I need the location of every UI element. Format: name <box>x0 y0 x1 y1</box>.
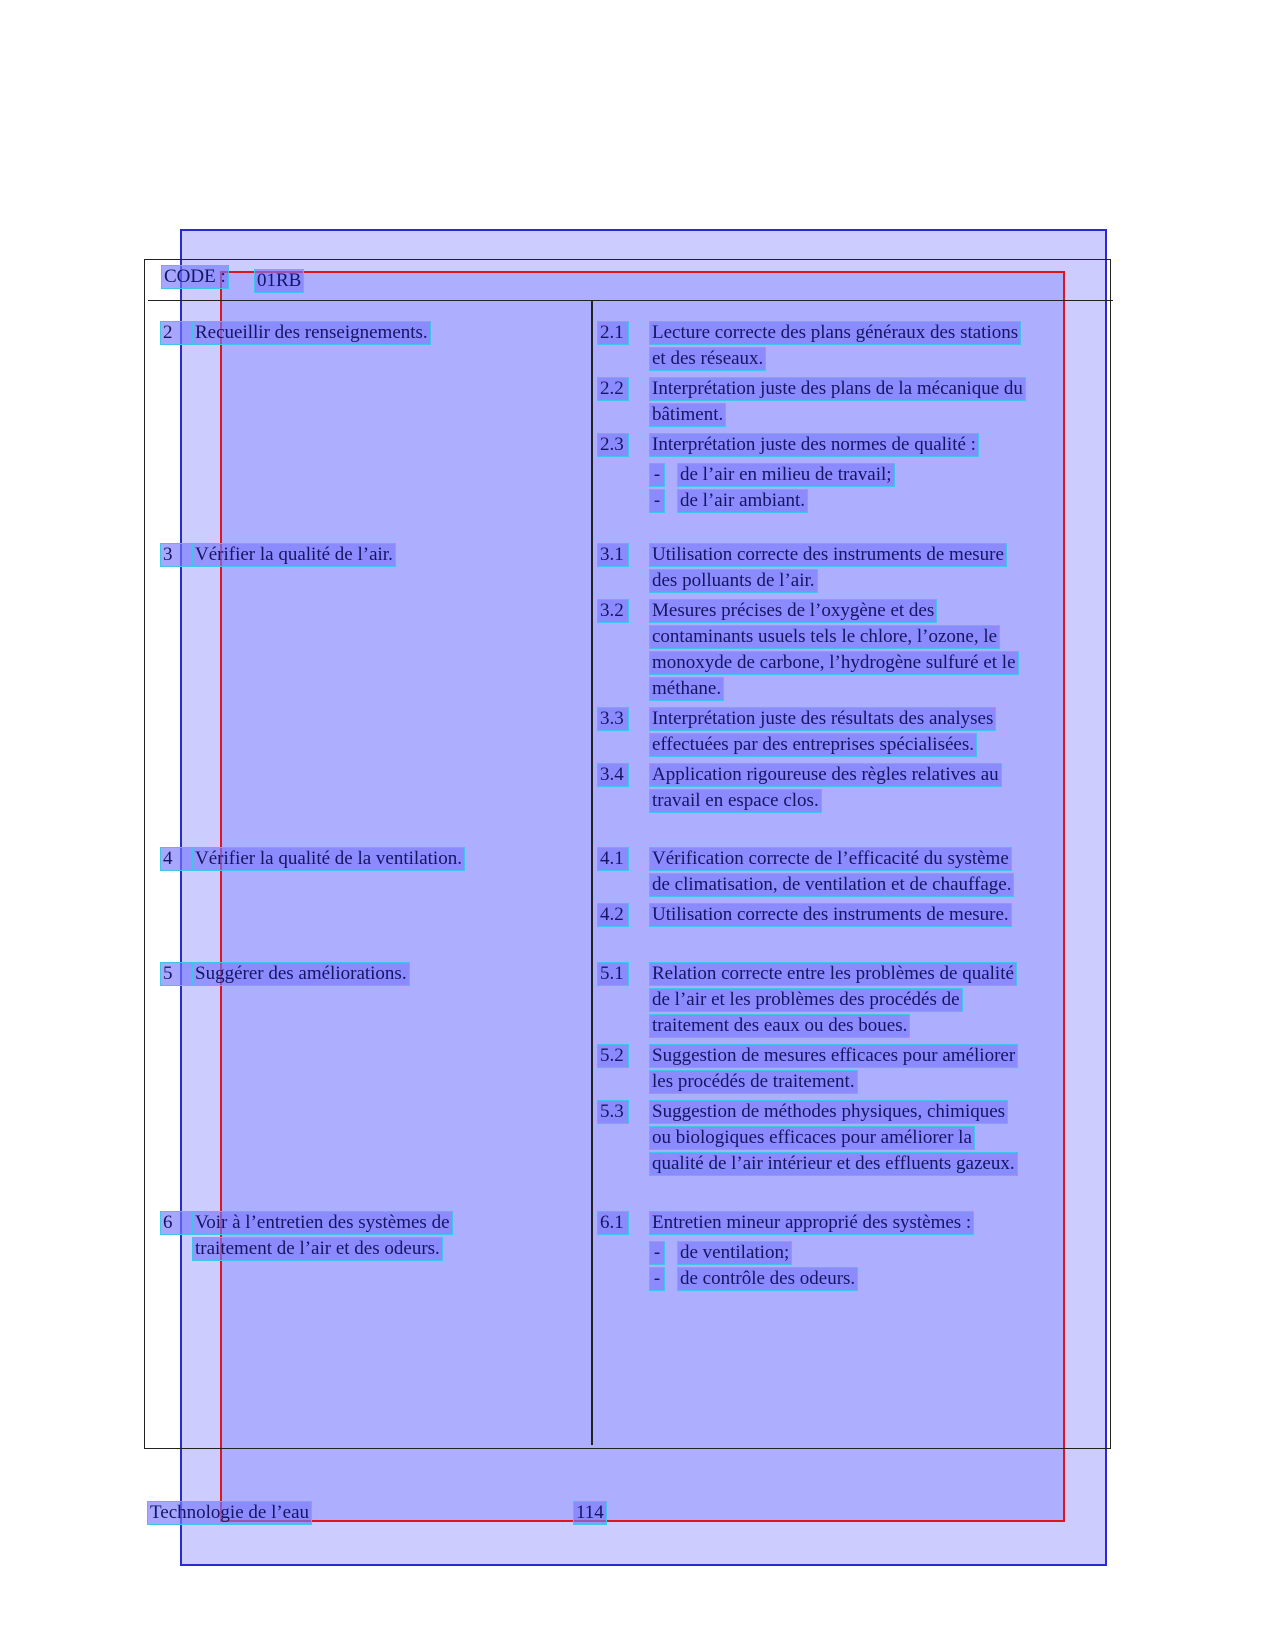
competency-title: Vérifier la qualité de la ventilation. <box>195 848 462 869</box>
competency-title: Recueillir des renseignements. <box>195 322 428 343</box>
criterion-text: Interprétation juste des plans de la mécanique du <box>652 378 1023 399</box>
criterion-text: qualité de l’air intérieur et des effluents gazeux. <box>652 1153 1015 1174</box>
criterion-number: 2.2 <box>598 378 628 400</box>
criterion-text: bâtiment. <box>652 404 724 425</box>
criterion-number: 4.2 <box>598 904 628 926</box>
criterion-text: Utilisation correcte des instruments de mesure. <box>652 904 1009 925</box>
bullet-dash: - <box>650 490 664 512</box>
criterion-text: monoxyde de carbone, l’hydrogène sulfuré et le <box>652 652 1016 673</box>
criterion-text: et des réseaux. <box>652 348 764 369</box>
header-divider <box>148 300 1113 301</box>
criterion-number: 3.1 <box>598 544 628 566</box>
bullet-text: de l’air en milieu de travail; <box>680 464 892 485</box>
bullet-dash: - <box>650 1268 664 1290</box>
bullet-text: de contrôle des odeurs. <box>680 1268 856 1289</box>
criterion-text: effectuées par des entreprises spécialisées. <box>652 734 974 755</box>
competency-title: traitement de l’air et des odeurs. <box>195 1238 440 1259</box>
competency-title: Suggérer des améliorations. <box>195 963 407 984</box>
criterion-text: contaminants usuels tels le chlore, l’ozone, le <box>652 626 998 647</box>
criterion-text: les procédés de traitement. <box>652 1071 855 1092</box>
criterion-number: 5.3 <box>598 1101 628 1123</box>
criterion-number: 5.2 <box>598 1045 628 1067</box>
code-value: 01RB <box>257 270 302 291</box>
criterion-number: 3.2 <box>598 600 628 622</box>
criterion-text: Lecture correcte des plans généraux des stations <box>652 322 1019 343</box>
bullet-text: de ventilation; <box>680 1242 790 1263</box>
criterion-number: 6.1 <box>598 1212 628 1234</box>
competency-number: 6 <box>161 1212 191 1234</box>
criterion-text: Entretien mineur approprié des systèmes : <box>652 1212 972 1233</box>
bullet-text: de l’air ambiant. <box>680 490 806 511</box>
competency-title: Voir à l’entretien des systèmes de <box>195 1212 450 1233</box>
criterion-text: Relation correcte entre les problèmes de qualité <box>652 963 1014 984</box>
criterion-text: Application rigoureuse des règles relatives au <box>652 764 999 785</box>
footer-title: Technologie de l’eau <box>150 1502 310 1523</box>
criterion-text: Interprétation juste des résultats des analyses <box>652 708 994 729</box>
competency-number: 5 <box>161 963 191 985</box>
criterion-text: de l’air et les problèmes des procédés de <box>652 989 960 1010</box>
competency-number: 3 <box>161 544 191 566</box>
criterion-number: 3.4 <box>598 764 628 786</box>
criterion-text: Suggestion de mesures efficaces pour améliorer <box>652 1045 1016 1066</box>
criterion-text: Mesures précises de l’oxygène et des <box>652 600 935 621</box>
criterion-number: 2.3 <box>598 434 628 456</box>
criterion-text: ou biologiques efficaces pour améliorer la <box>652 1127 972 1148</box>
criterion-text: Vérification correcte de l’efficacité du système <box>652 848 1009 869</box>
column-divider <box>591 301 593 1445</box>
criterion-text: des polluants de l’air. <box>652 570 815 591</box>
bullet-dash: - <box>650 464 664 486</box>
competency-number: 4 <box>161 848 191 870</box>
code-label: CODE : <box>164 266 226 287</box>
criterion-text: travail en espace clos. <box>652 790 819 811</box>
criterion-text: de climatisation, de ventilation et de chauffage. <box>652 874 1012 895</box>
criterion-number: 4.1 <box>598 848 628 870</box>
criterion-number: 2.1 <box>598 322 628 344</box>
criterion-number: 5.1 <box>598 963 628 985</box>
criterion-text: Interprétation juste des normes de qualité : <box>652 434 976 455</box>
bullet-dash: - <box>650 1242 664 1264</box>
criterion-text: méthane. <box>652 678 722 699</box>
criterion-number: 3.3 <box>598 708 628 730</box>
criterion-text: traitement des eaux ou des boues. <box>652 1015 908 1036</box>
criterion-text: Suggestion de méthodes physiques, chimiques <box>652 1101 1006 1122</box>
page-number: 114 <box>576 1502 604 1523</box>
competency-number: 2 <box>161 322 191 344</box>
competency-title: Vérifier la qualité de l’air. <box>195 544 393 565</box>
criterion-text: Utilisation correcte des instruments de mesure <box>652 544 1004 565</box>
